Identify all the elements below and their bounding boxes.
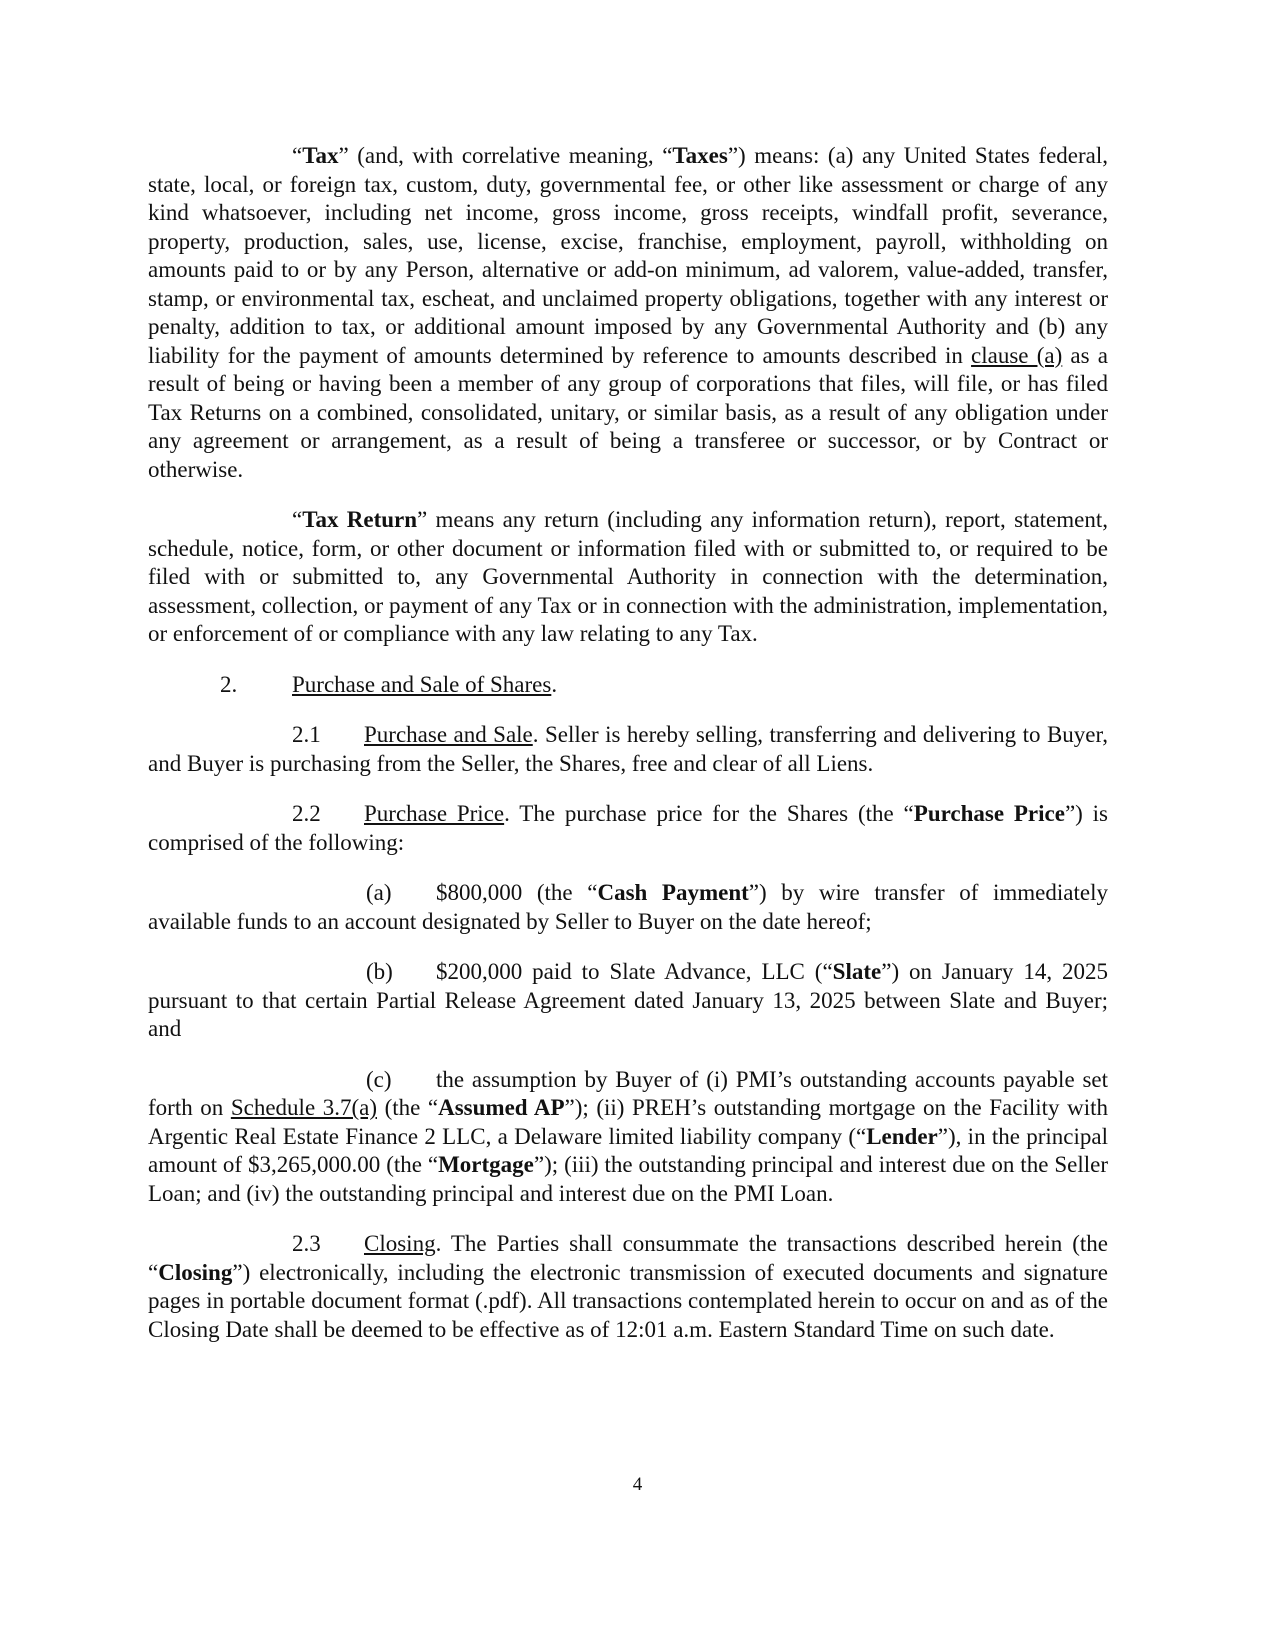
text: $800,000 (the “ (436, 880, 598, 905)
section-number: 2. (220, 671, 238, 697)
text: . The Parties shall consummate the transactions described herein (the “ (148, 1231, 1108, 1285)
text: ”); (iii) the outstanding principal and interest due on the Seller Loan; and (iv) the outstanding principal and interest due on the PMI Loan. (148, 1152, 1108, 1206)
clause-b (148, 958, 1108, 1044)
text: ”) electronically, including the electronic transmission of executed documents and signature pages in portable document format (.pdf). All transactions contemplated herein to occur on and as of the Closing Date shall be deemed to be effective as of 12:01 a.m. Eastern Standard Time on such date. (148, 1259, 1108, 1342)
section-number: 2.3 (292, 1231, 321, 1256)
clause-label: (c) (366, 1066, 392, 1092)
section-2-heading (148, 671, 1108, 700)
text: (the “ (377, 1095, 439, 1120)
document-body (148, 142, 1108, 1344)
text: ”); (ii) PREH’s outstanding mortgage on the Facility with Argentic Real Estate Finance 2 LLC, a Delaware limited liability company (“ (148, 1095, 1108, 1149)
section-title: Purchase and Sale (364, 722, 533, 747)
text: ”) by wire transfer of immediately available funds to an account designated by Seller to Buyer on the date hereof; (148, 880, 1108, 934)
defined-term-tax-return: Tax Return (302, 507, 418, 532)
text: “ (292, 143, 303, 168)
defined-term-cash-payment: Cash Payment (597, 880, 749, 905)
defined-term-taxes: Taxes (672, 143, 728, 168)
section-number: 2.2 (292, 801, 321, 826)
defined-term-assumed-ap: Assumed AP (438, 1095, 565, 1120)
text: ”) means: (a) any United States federal, state, local, or foreign tax, custom, duty, governmental fee, or other like assessment or charge of any kind whatsoever, including net income, gross income, gross receipts, windfall profit, severance, property, production, sales, use, license, excise, franchise, employment, payroll, withholding on amounts paid to or by any Person, alternative or add-on minimum, ad valorem, value-added, transfer, stamp, or environmental tax, escheat, and unclaimed property obligations, together with any interest or penalty, addition to tax, or additional amount imposed by any Governmental Authority and (b) any liability for the payment of amounts determined by reference to amounts described in (148, 143, 1109, 368)
defined-term-closing: Closing (158, 1259, 233, 1285)
text: ”) on January 14, 2025 pursuant to that certain Partial Release Agreement dated January 13, 2025 between Slate and Buyer; and (148, 959, 1108, 1041)
clause-label: (a) (366, 880, 392, 905)
clause-a-reference: clause (a) (971, 342, 1063, 368)
schedule-reference: Schedule 3.7(a) (230, 1095, 377, 1120)
text: ” (and, with correlative meaning, “ (338, 143, 673, 168)
defined-term-purchase-price: Purchase Price (913, 801, 1065, 826)
tax-definition (148, 142, 1108, 484)
text: ”), in the principal amount of $3,265,000.00 (the “ (148, 1123, 1108, 1177)
section-2-2 (148, 800, 1108, 857)
section-2-3 (148, 1230, 1108, 1344)
defined-term-slate: Slate (832, 959, 882, 984)
text: as a result of being or having been a member of any group of corporations that files, will file, or has filed Tax Returns on a combined, consolidated, unitary, or similar basis, as a result of any obligation under any agreement or arrangement, as a result of being a transferee or successor, or by Contract or otherwise. (148, 342, 1108, 482)
text: ”) is comprised of the following: (148, 801, 1108, 855)
section-title: Closing (364, 1231, 436, 1256)
text: the assumption by Buyer of (i) PMI’s outstanding accounts payable set forth on (148, 1066, 1108, 1120)
defined-term-tax: Tax (302, 143, 339, 168)
defined-term-mortgage: Mortgage (438, 1152, 534, 1177)
section-title: Purchase Price (364, 801, 505, 826)
text: ” means any return (including any information return), report, statement, schedule, notice, form, or other document or information filed with or submitted to, or required to be filed with or submitted to, any Governmental Authority in connection with the determination, assessment, collection, or payment of any Tax or in connection with the administration, implementation, or enforcement of or compliance with any law relating to any Tax. (148, 507, 1108, 646)
text: . Seller is hereby selling, transferring and delivering to Buyer, and Buyer is purchasing from the Seller, the Shares, free and clear of all Liens. (148, 722, 1108, 776)
section-number: 2.1 (292, 722, 321, 747)
section-2-1 (148, 721, 1108, 778)
defined-term-lender: Lender (866, 1123, 938, 1149)
page-number: 4 (632, 1474, 643, 1495)
text: “ (292, 507, 303, 532)
text: . The purchase price for the Shares (the “ (504, 801, 914, 826)
tax-return-definition (148, 506, 1108, 649)
text: $200,000 paid to Slate Advance, LLC (“ (436, 959, 833, 984)
clause-label: (b) (366, 959, 393, 984)
clause-a (148, 879, 1108, 936)
clause-c (148, 1066, 1108, 1209)
section-title: Purchase and Sale of Shares (292, 671, 552, 697)
text: . (551, 671, 558, 697)
